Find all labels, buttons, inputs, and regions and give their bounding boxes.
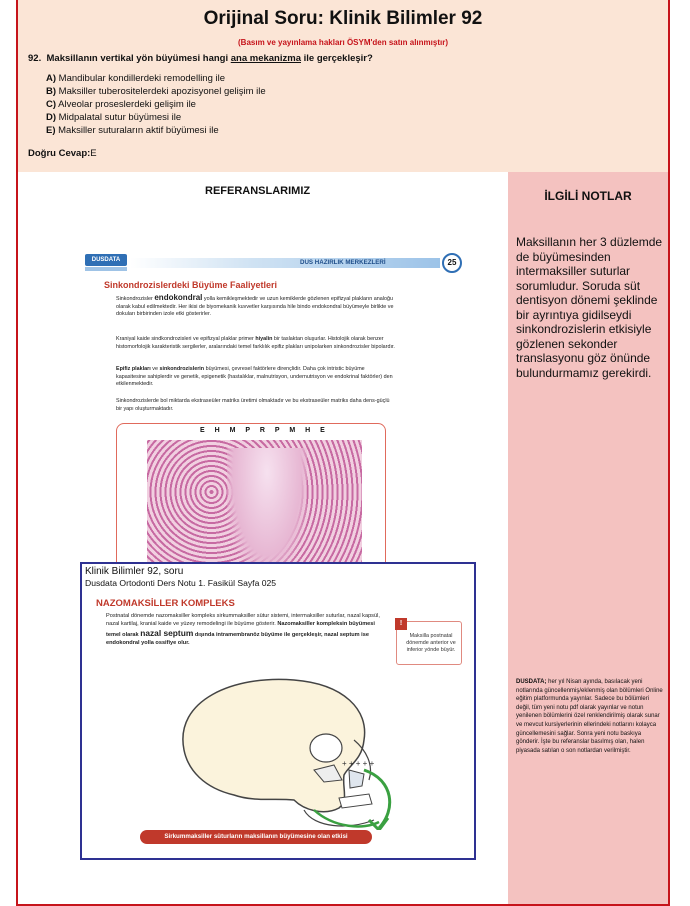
notes-footer: DUSDATA; her yıl Nisan ayında, basılacak yeni notlarında güncellenmiş/eklenmiş olan bölümleri Online eğitim platformunda yayınlar. Sadece bu bölümleri değil, tüm yeni notu pdf olarak yayınlar ve notun yenilenen bölümlerini özel renklendirilmiş olarak sunar ve mevcut kursiyerlerinin ellerindeki notlarını kolayca güncellemesini sağlar. Sonra yeni notu baskıya gönderir. İşte bu referanslar basılmış olan, halen piyasada satılan o son notlardan verilmiştir. [516, 679, 663, 754]
notes-title: İLGİLİ NOTLAR [544, 189, 632, 203]
paragraph-2: Kraniyal kaide sindkondrozisleri ve epifizyal plaklar primer hiyalin bir taslaktan oluşurlar. Histolojik olarak benzer histomorfolojik karakteristik sergilerler, aralarındaki temel farklılık epifiz plakları unipolarken sinkondrozisler bipolardır. [116, 336, 395, 350]
option-e: E) Maksiller suturaların aktif büyümesi ile [46, 125, 219, 136]
paragraph-3: Epifiz plakları ve sinkondrozislerin büyümesi, çevresel faktörlere dirençlidir. Daha çok intristic büyüme kapasitesine sahiplerdir ve genetik, epigenetik (hastalıklar, malnutrisyon, undernutrisyon ve endokrinal faktörler) den etkilenmektedir. [116, 366, 393, 388]
svg-text:+ + + + +: + + + + + [342, 759, 375, 768]
answer-options [46, 72, 266, 137]
paragraph-4: Sinkondrozislerde bol miktarda ekstraseüler matriks üretimi olmaktadır ve bu ekstraseüler matriks daha dens-güçlü bir yapı oluşturmaktadır. [116, 398, 390, 412]
question-text [28, 53, 373, 64]
option-d: D) Midpalatal sutur büyümesi ile [46, 112, 182, 123]
warning-icon: ! [395, 618, 407, 630]
related-notes-panel [508, 172, 668, 904]
dusdata-logo: DUSDATA [85, 254, 127, 272]
question-header [18, 0, 668, 172]
reference-page-2 [80, 562, 476, 860]
nazomaxillary-title: NAZOMAKSİLLER KOMPLEKS [96, 598, 235, 609]
references-title: REFERANSLARIMIZ [205, 185, 311, 197]
histology-image [147, 440, 362, 570]
warning-text: Maksilla postnatal dönemde anterior ve inferior yönde büyür. [406, 633, 456, 653]
reference-caption: Klinik Bilimler 92, soru [85, 566, 184, 577]
nazomaxillary-text: Postnatal dönemde nazomaksiller kompleks sirkummaksiller sütur sistemi, intermaksiller suturlar, nazal kapsül, nazal kartilaj, kranial kaide ve yüzey remodelingi ile büyüme gösterir. Nazomaksiller kompleksin büyümesi temel olarak nazal septum dışında intramembranöz büyüme ile gerçekleşir, nazal septum ise endokondral yolla ossifiye olur. [106, 613, 380, 647]
ribbon-text: DUS HAZIRLIK MERKEZLERİ [300, 259, 386, 266]
skull-illustration [164, 670, 404, 830]
reference-source: Dusdata Ortodonti Ders Notu 1. Fasikül Sayfa 025 [85, 578, 277, 588]
question-prefix: Maksillanın vertikal yön büyümesi hangi [46, 53, 229, 64]
histology-figure [116, 423, 386, 570]
paragraph-1: Sinkondrozisler endokondral yolla kemikleşmektedir ve uzun kemiklerde gözlenen epifizyal plakların analoğu olarak kabul edilmektedir. Her ikisi de biyomekanik kuvvetler karşısında hile bindo endokondral büyümeyle birlikte ve dokuları birbirinden izole etki gösterirler. [116, 293, 394, 318]
zone-letters: E H M P R P M H E [200, 427, 328, 434]
figure-caption: Sirkummaksiller süturların maksillanın büyümesine olan etkisi [140, 830, 372, 844]
page-title: Orijinal Soru: Klinik Bilimler 92 [203, 8, 483, 29]
question-suffix: ile gerçekleşir? [303, 53, 373, 64]
question-emphasis: ana mekanizma [230, 53, 301, 64]
copyright-note: (Basım ve yayınlama hakları ÖSYM'den satın alınmıştır) [238, 38, 448, 47]
option-c: C) Alveolar proseslerdeki gelişim ile [46, 99, 196, 110]
page-number: 25 [442, 253, 462, 273]
option-a: A) Mandibular kondillerdeki remodelling ile [46, 73, 226, 84]
notes-body: Maksillanın her 3 düzlemde de büyümesinden intermaksiller suturlar sorumludur. Soruda süt dentisyon dönemi şeklinde bir ayrıntıya gidilseydi sinkondrozislerin etkisiyle gözlenen sekonder translasyonu göz önünde bulundurmamız gerekirdi. [516, 235, 663, 380]
answer-label: Doğru Cevap: [28, 148, 91, 159]
question-number: 92. [28, 53, 42, 64]
reference-page-1 [82, 250, 472, 570]
section-title: Sinkondrozislerdeki Büyüme Faaliyetleri [104, 280, 278, 290]
header-ribbon [130, 258, 440, 268]
correct-answer [28, 148, 97, 159]
answer-value: E [90, 148, 97, 159]
option-b: B) Maksiller tuberositelerdeki apozisyonel gelişim ile [46, 86, 266, 97]
warning-box [396, 621, 462, 665]
